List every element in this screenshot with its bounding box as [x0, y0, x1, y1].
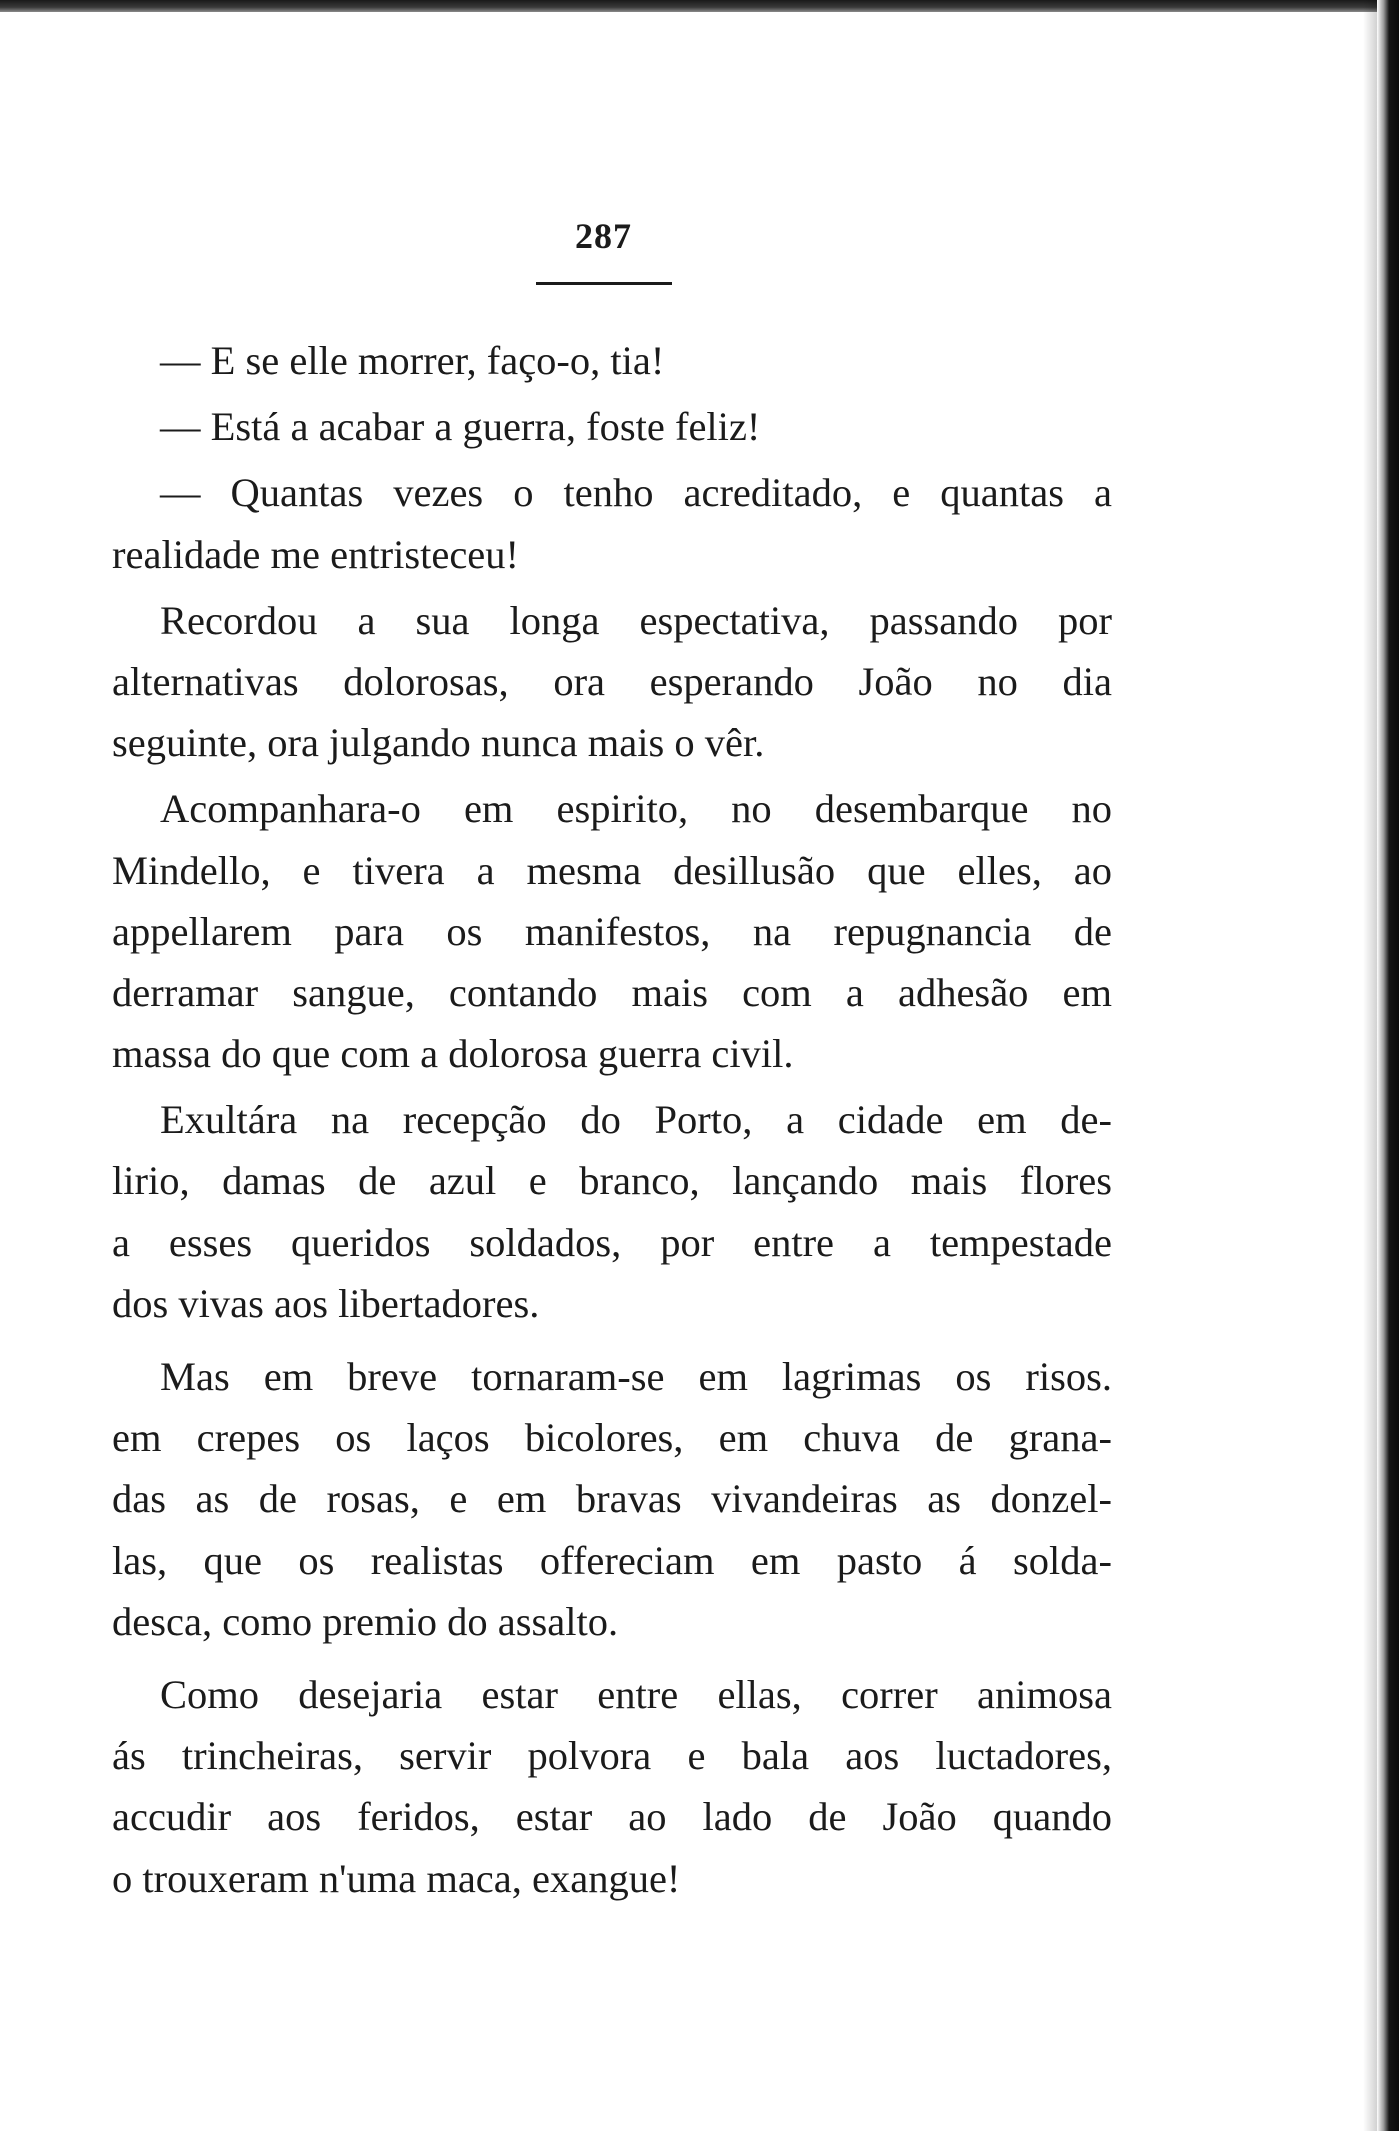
book-spine-edge	[1377, 0, 1399, 2131]
text-line: Mindello, e tivera a mesma desillusão que elles, ao	[112, 847, 1112, 893]
text-line: seguinte, ora julgando nunca mais o vêr.	[112, 720, 765, 766]
text-line: realidade me entristeceu!	[112, 531, 520, 577]
text-line: das as de rosas, e em bravas vivandeiras as donzel-	[112, 1476, 1112, 1522]
header-rule	[536, 282, 672, 285]
text-line: accudir aos feridos, estar ao lado de João quando	[112, 1794, 1112, 1840]
page-number: 287	[575, 216, 632, 256]
text-line: a esses queridos soldados, por entre a tempestade	[112, 1219, 1112, 1265]
text-line: o trouxeram n'uma maca, exangue!	[112, 1855, 681, 1901]
text-line: las, que os realistas offereciam em pasto á solda-	[112, 1537, 1112, 1583]
text-line: ás trincheiras, servir polvora e bala aos luctadores,	[112, 1733, 1112, 1779]
text-line: desca, como premio do assalto.	[112, 1598, 619, 1644]
text-line: em crepes os laços bicolores, em chuva de grana-	[112, 1415, 1112, 1461]
text-line: appellarem para os manifestos, na repugnancia de	[112, 908, 1112, 954]
text-line: — Quantas vezes o tenho acreditado, e quantas a	[160, 470, 1112, 516]
text-line: dos vivas aos libertadores.	[112, 1280, 540, 1326]
text-line: alternativas dolorosas, ora esperando João no dia	[112, 658, 1112, 704]
text-line: lirio, damas de azul e branco, lançando mais flores	[112, 1158, 1112, 1204]
text-line: Acompanhara-o em espirito, no desembarque no	[160, 786, 1112, 832]
page-top-edge	[0, 0, 1399, 12]
text-line: Exultára na recepção do Porto, a cidade em de-	[160, 1097, 1112, 1143]
text-line: derramar sangue, contando mais com a adhesão em	[112, 969, 1112, 1015]
text-line: Como desejaria estar entre ellas, correr animosa	[160, 1671, 1112, 1717]
text-line: Recordou a sua longa espectativa, passando por	[160, 597, 1112, 643]
text-line: massa do que com a dolorosa guerra civil.	[112, 1031, 794, 1077]
text-line: — Está a acabar a guerra, foste feliz!	[160, 404, 761, 450]
text-line: — E se elle morrer, faço-o, tia!	[160, 338, 665, 383]
body-text	[112, 330, 1112, 1909]
text-line: Mas em breve tornaram-se em lagrimas os risos.	[160, 1354, 1112, 1399]
binding-shadow	[1363, 0, 1377, 2131]
